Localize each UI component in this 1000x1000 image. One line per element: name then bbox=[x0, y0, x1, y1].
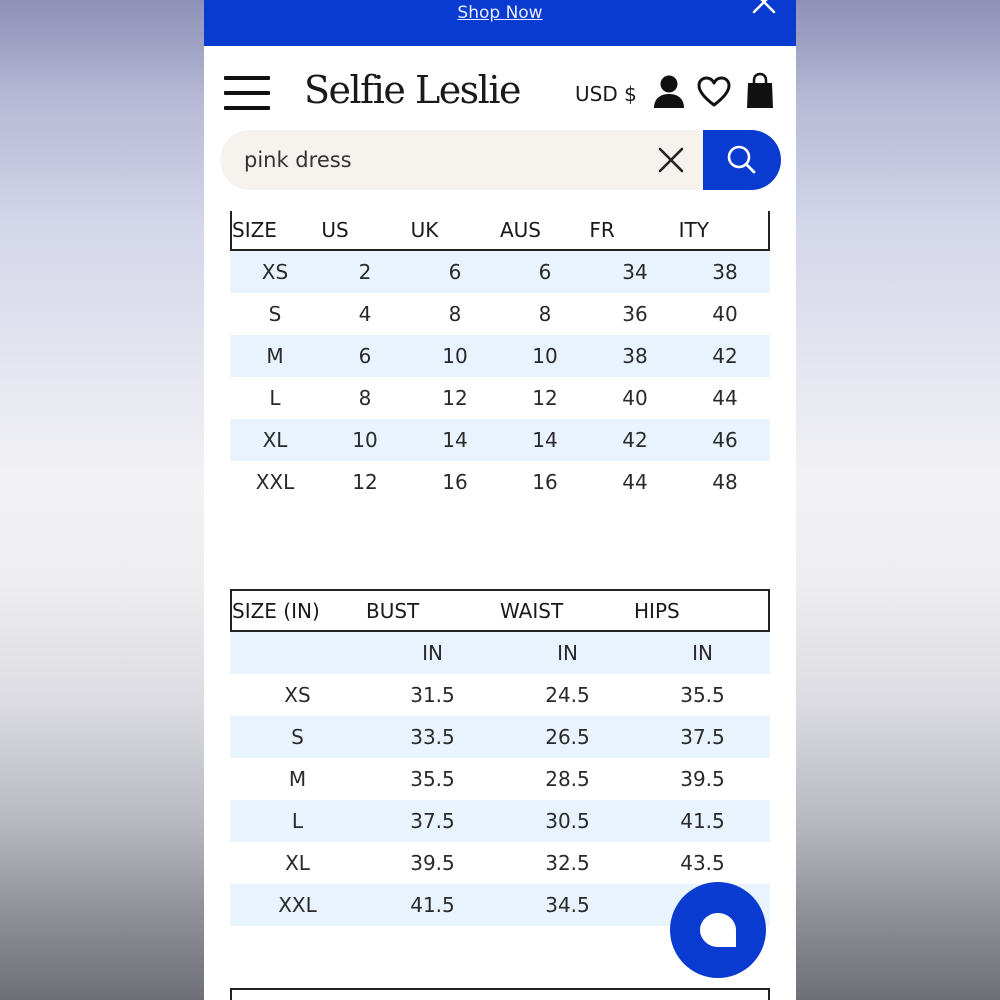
table-cell: 39.5 bbox=[410, 851, 455, 875]
table-cell: M bbox=[288, 767, 307, 791]
table-cell: 33.5 bbox=[410, 725, 455, 749]
header-cell: US bbox=[321, 218, 349, 242]
search-bar bbox=[220, 130, 780, 190]
header-cell: ITY bbox=[678, 218, 709, 242]
table-row bbox=[230, 251, 770, 293]
table-cell: IN bbox=[557, 641, 578, 665]
currency-selector[interactable]: USD $ bbox=[575, 82, 637, 106]
table-cell: 12 bbox=[532, 386, 558, 410]
site-logo[interactable]: Selfie Leslie bbox=[304, 68, 520, 112]
table-cell: XL bbox=[262, 428, 288, 452]
table-cell: 43.5 bbox=[680, 851, 725, 875]
table-cell: 48 bbox=[712, 470, 738, 494]
table-cell: 42 bbox=[622, 428, 648, 452]
clear-search-icon[interactable] bbox=[657, 146, 685, 174]
table-row bbox=[230, 461, 770, 503]
table-cell: 14 bbox=[532, 428, 558, 452]
table-cell: 8 bbox=[358, 386, 372, 410]
table-header bbox=[230, 589, 770, 632]
table-cell: XL bbox=[285, 851, 310, 875]
chat-icon bbox=[670, 882, 766, 978]
table-cell: 6 bbox=[538, 260, 552, 284]
table-cell: 41.5 bbox=[410, 893, 455, 917]
table-cell: 39.5 bbox=[680, 767, 725, 791]
table-row bbox=[230, 674, 770, 716]
table-cell: 12 bbox=[442, 386, 468, 410]
header-cell: SIZE bbox=[232, 218, 277, 242]
table-cell: 2 bbox=[358, 260, 372, 284]
units-row bbox=[230, 632, 770, 674]
table-cell: 31.5 bbox=[410, 683, 455, 707]
table-cell: 37.5 bbox=[410, 809, 455, 833]
table-cell: XXL bbox=[255, 470, 295, 494]
table-row bbox=[230, 293, 770, 335]
table-cell: 34 bbox=[622, 260, 648, 284]
table-row bbox=[230, 419, 770, 461]
search-icon bbox=[703, 130, 781, 190]
table-cell: 8 bbox=[538, 302, 552, 326]
table-cell: 44 bbox=[712, 386, 738, 410]
table-row bbox=[230, 716, 770, 758]
next-table-border bbox=[230, 988, 770, 1000]
table-cell: IN bbox=[422, 641, 443, 665]
menu-icon[interactable] bbox=[224, 76, 270, 110]
table-cell: XS bbox=[284, 683, 311, 707]
search-field bbox=[220, 130, 720, 190]
table-cell: 40 bbox=[622, 386, 648, 410]
table-cell: 10 bbox=[352, 428, 378, 452]
header-cell: AUS bbox=[499, 218, 541, 242]
table-row bbox=[230, 758, 770, 800]
table-cell: M bbox=[266, 344, 284, 368]
bag-icon[interactable] bbox=[745, 72, 775, 110]
table-cell: 38 bbox=[712, 260, 738, 284]
table-cell: 6 bbox=[358, 344, 372, 368]
table-cell: 42 bbox=[712, 344, 738, 368]
table-cell: 14 bbox=[442, 428, 468, 452]
table-row bbox=[230, 842, 770, 884]
table-cell: 28.5 bbox=[545, 767, 590, 791]
table-cell: L bbox=[291, 809, 304, 833]
table-cell: XS bbox=[261, 260, 289, 284]
header-cell: FR bbox=[589, 218, 615, 242]
header-cell: BUST bbox=[366, 598, 420, 623]
table-cell: 37.5 bbox=[680, 725, 725, 749]
measurements-table bbox=[230, 589, 770, 926]
table-cell: 10 bbox=[532, 344, 558, 368]
table-cell: 40 bbox=[712, 302, 738, 326]
header-cell: HIPS bbox=[634, 598, 680, 623]
header-cell: WAIST bbox=[500, 598, 564, 623]
table-cell: 24.5 bbox=[545, 683, 590, 707]
mobile-page bbox=[204, 0, 796, 1000]
table-cell: IN bbox=[692, 641, 713, 665]
table-cell: 41.5 bbox=[680, 809, 725, 833]
table-row bbox=[230, 800, 770, 842]
table-cell: 26.5 bbox=[545, 725, 590, 749]
table-cell: 10 bbox=[442, 344, 468, 368]
table-row bbox=[230, 377, 770, 419]
table-cell: 16 bbox=[532, 470, 558, 494]
table-cell: 12 bbox=[352, 470, 378, 494]
header-cell: SIZE (IN) bbox=[232, 598, 320, 623]
table-cell: 30.5 bbox=[545, 809, 590, 833]
table-cell: L bbox=[269, 386, 281, 410]
table-cell: 4 bbox=[358, 302, 372, 326]
size-conversion-table bbox=[230, 211, 770, 503]
table-cell: 38 bbox=[622, 344, 648, 368]
chat-button[interactable] bbox=[670, 882, 766, 978]
table-cell: 35.5 bbox=[680, 683, 725, 707]
search-input[interactable] bbox=[244, 144, 644, 176]
table-cell: 6 bbox=[448, 260, 462, 284]
table-header bbox=[230, 211, 770, 251]
account-icon[interactable] bbox=[652, 74, 686, 110]
table-cell: 35.5 bbox=[410, 767, 455, 791]
header-cell: UK bbox=[410, 218, 439, 242]
close-icon[interactable] bbox=[750, 0, 778, 16]
shop-now-link[interactable]: Shop Now bbox=[457, 3, 543, 23]
table-cell: S bbox=[268, 302, 282, 326]
table-cell: 36 bbox=[622, 302, 648, 326]
table-cell: 44 bbox=[622, 470, 648, 494]
search-button[interactable] bbox=[703, 130, 781, 190]
table-cell: 46 bbox=[712, 428, 738, 452]
table-cell: 16 bbox=[442, 470, 468, 494]
table-row bbox=[230, 335, 770, 377]
table-cell: 8 bbox=[448, 302, 462, 326]
heart-icon[interactable] bbox=[697, 76, 731, 108]
table-cell: 34.5 bbox=[545, 893, 590, 917]
promo-bar bbox=[204, 0, 796, 46]
table-cell: S bbox=[291, 725, 304, 749]
site-header bbox=[204, 46, 796, 130]
table-cell: XXL bbox=[278, 893, 317, 917]
table-cell: 32.5 bbox=[545, 851, 590, 875]
